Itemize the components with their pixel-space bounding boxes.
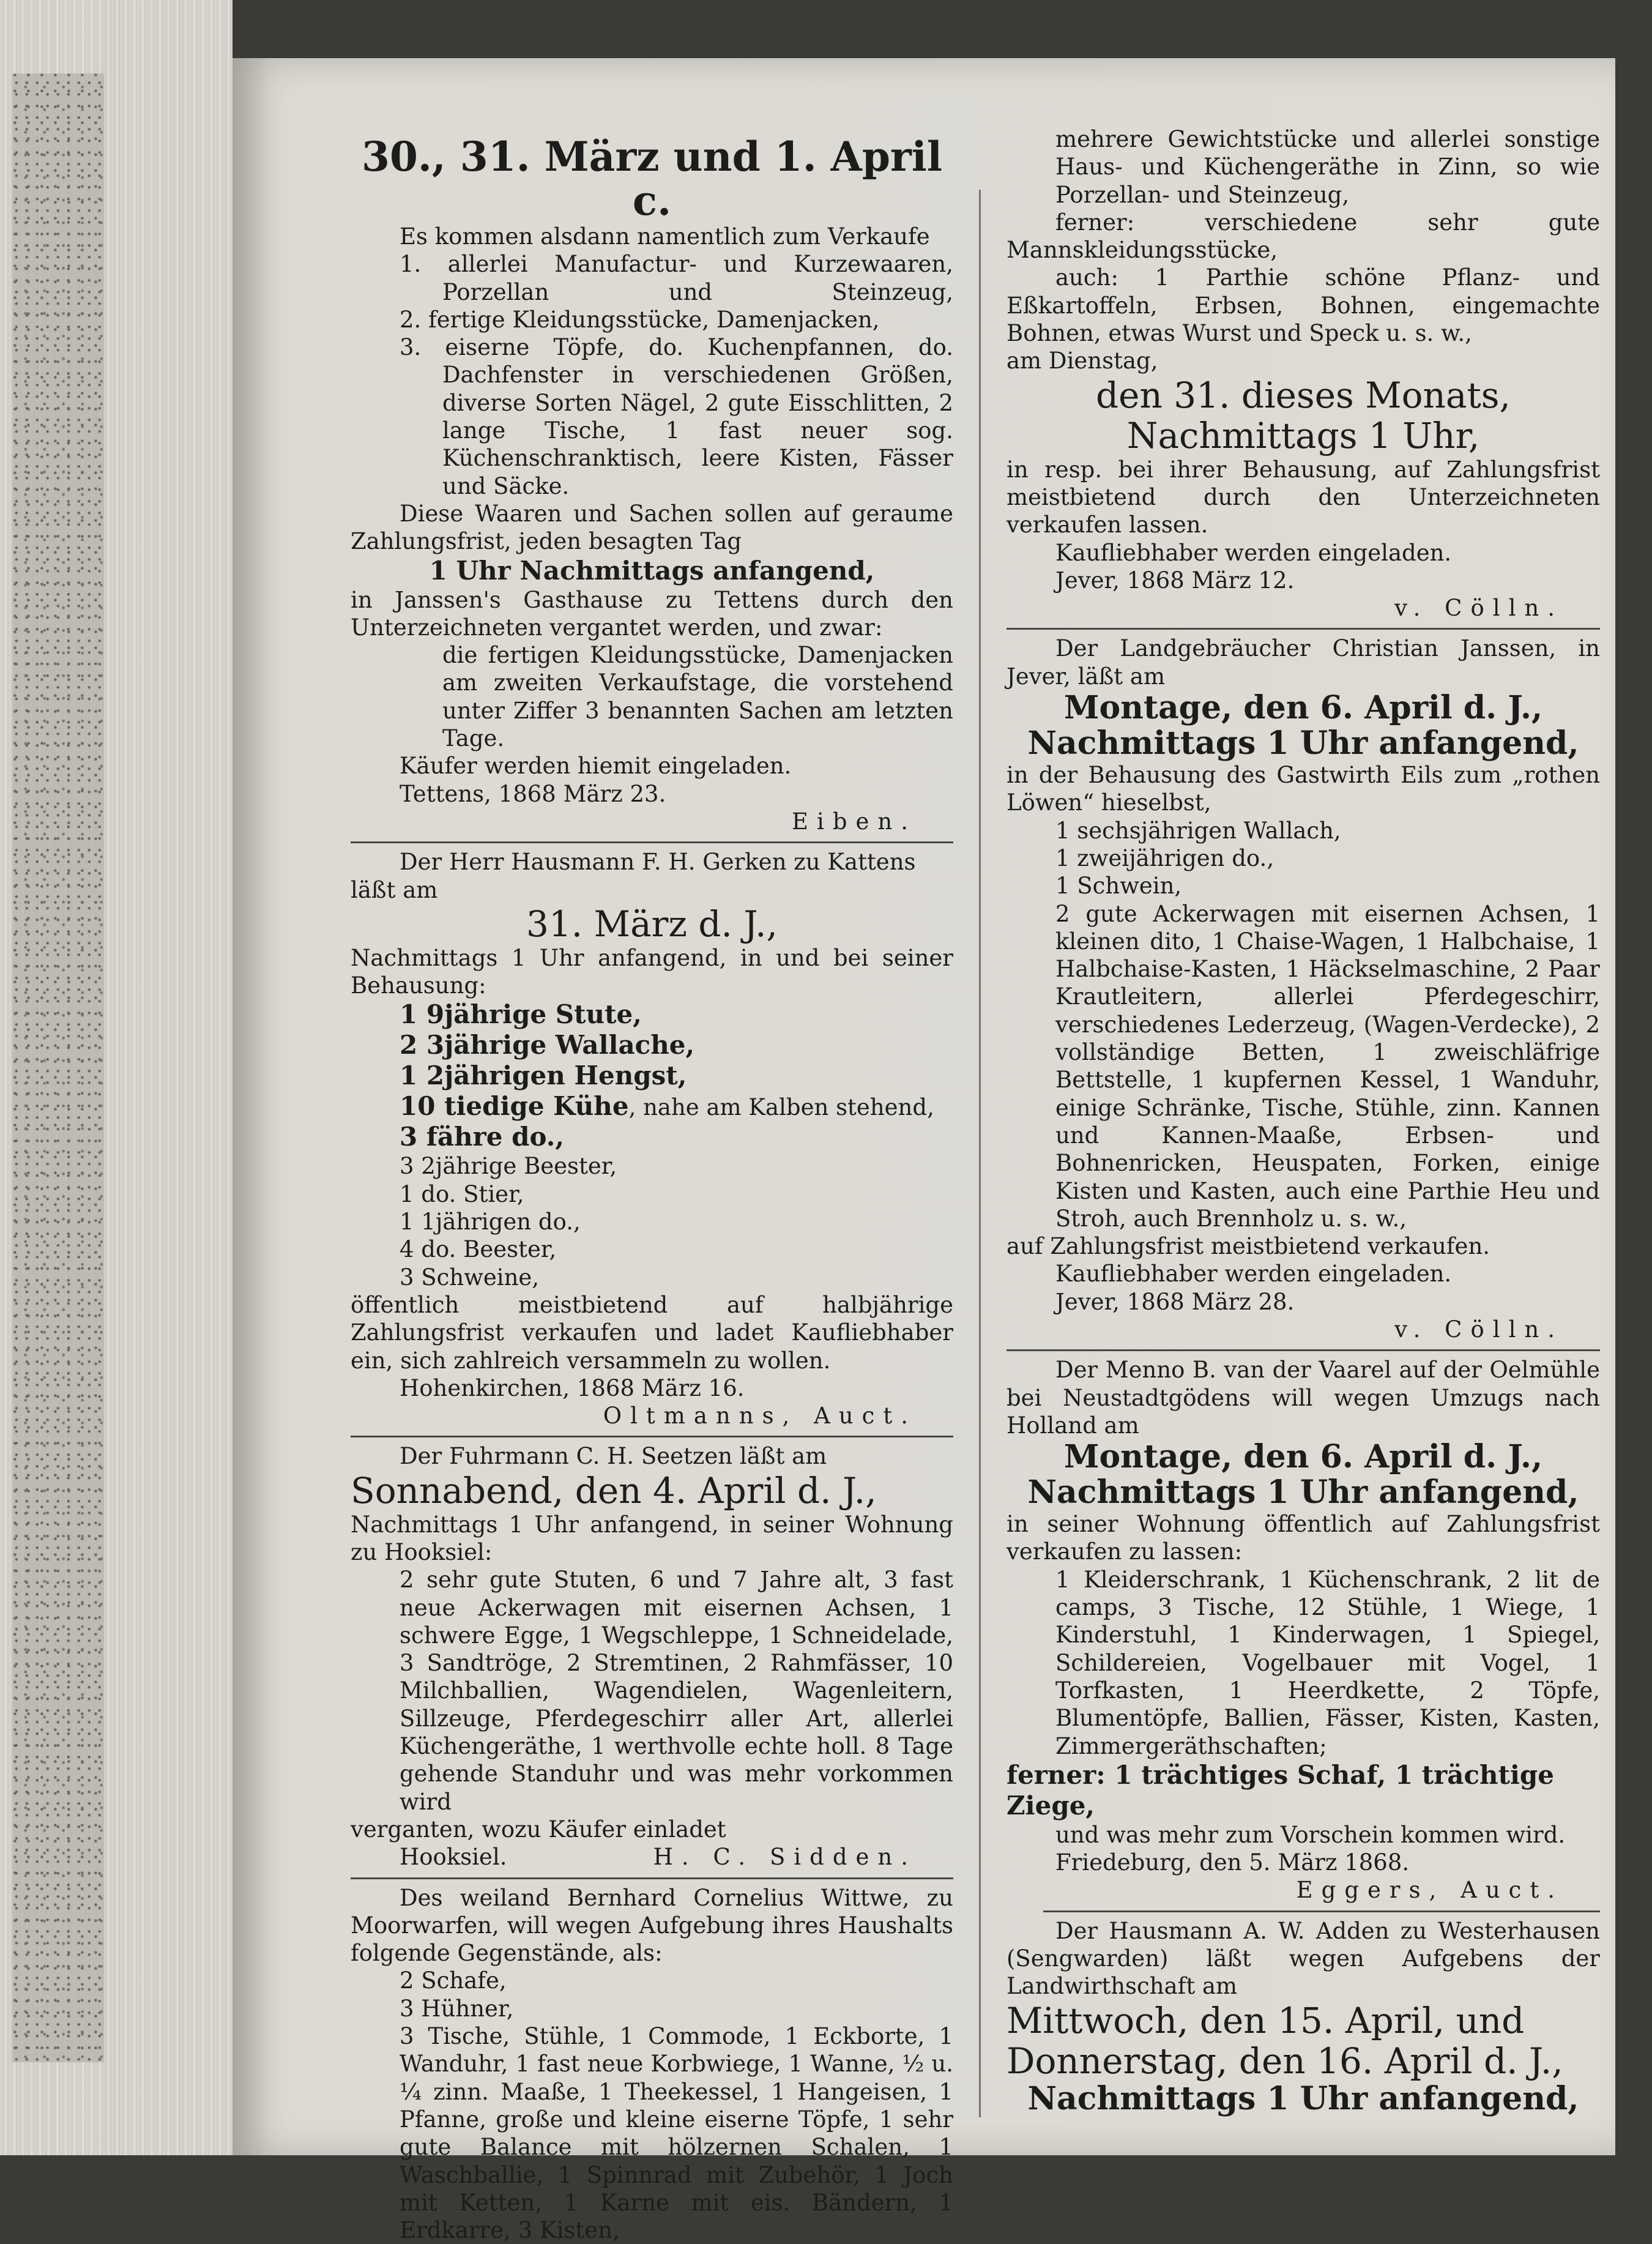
list-item: 1. allerlei Manufactur- und Kurzewaaren, Porzellan und Steinzeug,	[400, 251, 953, 305]
ad-place-date: Friedeburg, den 5. März 1868.	[1055, 1849, 1410, 1876]
list-item: 4 do. Beester,	[400, 1236, 557, 1263]
bold-item: 1 2jährigen Hengst,	[400, 1060, 687, 1091]
ad-body: in seiner Wohnung öffentlich auf Zahlungsfrist verkaufen zu lassen:	[1006, 1511, 1600, 1565]
ad-emphasis: ferner: 1 trächtiges Schaf, 1 trächtige Ziege,	[1006, 1759, 1555, 1821]
right-column	[1006, 125, 1600, 2117]
ad-body: ferner: verschiedene sehr gute Mannskleidungsstücke,	[1006, 209, 1600, 264]
ad-vaarel	[1006, 1356, 1600, 1904]
ad-intro: Es kommen alsdann namentlich zum Verkaufe	[400, 223, 930, 250]
ad-date: Mittwoch, den 15. April, und Donnerstag, den 16. April d. J.,	[1006, 1999, 1563, 2082]
ad-separator	[351, 1877, 953, 1879]
list-item: 3 2jährige Beester,	[400, 1153, 617, 1180]
ad-date: Sonnabend, den 4. April d. J.,	[351, 1469, 877, 1512]
bold-item: 1 9jährige Stute,	[400, 999, 642, 1030]
ad-date: Montage, den 6. April d. J.,	[1063, 1438, 1543, 1476]
ad-signature: Oltmanns, Auct.	[603, 1403, 917, 1430]
ad-body: auch: 1 Parthie schöne Pflanz- und Eßkartoffeln, Erbsen, Bohnen, eingemachte Bohnen, etwas Wurst und Speck u. s. w.,	[1006, 264, 1600, 347]
ad-body: mehrere Gewichtstücke und allerlei sonstige Haus- und Küchengeräthe in Zinn, so wie Porzellan- und Steinzeug,	[1055, 126, 1600, 208]
bold-item: 10 tiedige Kühe	[400, 1091, 629, 1122]
ad-intro: Der Fuhrmann C. H. Seetzen läßt am	[400, 1443, 827, 1470]
list-item: 2. fertige Kleidungsstücke, Damenjacken,	[400, 306, 880, 333]
ad-date: Nachmittags 1 Uhr anfangend,	[1027, 1474, 1579, 1512]
ad-signature: v. Cölln.	[1394, 1316, 1563, 1343]
ad-body: 1 Kleiderschrank, 1 Küchenschrank, 2 lit de camps, 3 Tische, 12 Stühle, 1 Wiege, 1 Kinderstuhl, 1 Kinderwagen, 1 Spiegel, Schildereien, Vogelbauer mit Vogel, 1 Torfkasten, 1 Heerdkette, 2 Töpfe, Blumentöpfe, Ballien, Fässer, Kisten, Kasten, Zimmergeräthschaften;	[1055, 1566, 1600, 1759]
ad-body: Nachmittags 1 Uhr anfangend, in und bei seiner Behausung:	[351, 944, 953, 999]
ad-date: den 31. dieses Monats,	[1096, 374, 1511, 416]
ad-signature: v. Cölln.	[1394, 595, 1563, 622]
ad-place-date: Jever, 1868 März 12.	[1055, 567, 1295, 594]
ad-body: Nachmittags 1 Uhr anfangend, in seiner Wohnung zu Hooksiel:	[351, 1511, 953, 1565]
ad-janssen	[1006, 635, 1600, 1343]
ad-body: Diese Waaren und Sachen sollen auf geraume Zahlungsfrist, jeden besagten Tag	[351, 500, 953, 555]
column-divider	[979, 190, 981, 2117]
ad-tettens	[351, 135, 953, 835]
list-item: 1 do. Stier,	[400, 1180, 524, 1207]
ad-signature: Eiben.	[791, 808, 917, 835]
ad-body: und was mehr zum Vorschein kommen wird.	[1055, 1821, 1566, 1848]
ad-body: die fertigen Kleidungsstücke, Damenjacken am zweiten Verkaufstage, die vorstehend unter Ziffer 3 benannten Sachen am letzten Tage.	[442, 642, 953, 752]
ad-wittwe	[351, 1884, 953, 2244]
ad-body: verganten, wozu Käufer einladet	[351, 1816, 726, 1843]
ad-body: in der Behausung des Gastwirth Eils zum „rothen Löwen“ hieselbst,	[1006, 762, 1600, 816]
speckled-page-block	[12, 73, 104, 2062]
ad-invite: Kaufliebhaber werden eingeladen.	[1055, 539, 1452, 566]
ad-emphasis: 1 Uhr Nachmittags anfangend,	[429, 555, 875, 586]
book-edge	[0, 0, 233, 2155]
ad-date: 31. März d. J.,	[526, 903, 778, 945]
list-item: 1 zweijährigen do.,	[1055, 844, 1274, 871]
ad-adden	[1006, 1917, 1600, 2117]
ad-place-date: Hohenkirchen, 1868 März 16.	[400, 1374, 745, 1401]
ad-heading: 30., 31. März und 1. April c.	[362, 133, 942, 225]
ad-separator	[351, 841, 953, 843]
ad-separator	[351, 1436, 953, 1437]
ad-separator	[1006, 1349, 1600, 1351]
ad-date: Montage, den 6. April d. J.,	[1063, 689, 1543, 727]
ad-signature: H. C. Sidden.	[653, 1844, 917, 1871]
list-item: 2 Schafe,	[400, 1967, 507, 1994]
left-column	[351, 135, 953, 2244]
list-item: 1 Schwein,	[1055, 873, 1182, 900]
bold-item: 3 fähre do.,	[400, 1122, 565, 1152]
ad-body: 2 gute Ackerwagen mit eisernen Achsen, 1 kleinen dito, 1 Chaise-Wagen, 1 Halbchaise, 1 Halbchaise-Kasten, 1 Häckselmaschine, 2 Paar Krautleitern, allerlei Pferdegeschirr, verschiedenes Lederzeug, (Wagen-Verdecke), 2 vollständige Betten, 1 zweischläfrige Bettstelle, 1 kupfernen Kessel, 1 Wanduhr, einige Schränke, Tische, Stühle, zinn. Kannen und Kannen-Maaße, Erbsen- und Bohnenricken, Heuspaten, Forken, einige Kisten und Kasten, auch eine Parthie Heu und Stroh, auch Brennholz u. s. w.,	[1055, 900, 1600, 1232]
ad-intro: Der Hausmann A. W. Adden zu Westerhausen (Sengwarden) läßt wegen Aufgebens der Landwirthschaft am	[1006, 1917, 1600, 2000]
ad-intro: läßt am	[351, 876, 438, 903]
ad-invite: Käufer werden hiemit eingeladen.	[400, 753, 792, 780]
ad-place-date: Jever, 1868 März 28.	[1055, 1288, 1295, 1315]
ad-separator	[1043, 1910, 1600, 1912]
ad-intro: Der Herr Hausmann F. H. Gerken zu Kattens	[400, 849, 916, 876]
list-item: 3 Hühner,	[400, 1995, 514, 2022]
ad-signature: Eggers, Auct.	[1296, 1877, 1563, 1904]
ad-seetzen	[351, 1442, 953, 1871]
ad-body: 3 Tische, Stühle, 1 Commode, 1 Eckborte, 1 Wanduhr, 1 fast neue Korbwiege, 1 Wanne, ½ u. ¼ zinn. Maaße, 1 Theekessel, 1 Hangeisen, 1 Pfanne, große und kleine eiserne Töpfe, 1 sehr gute Balance mit hölzernen Schalen, 1 Waschballie, 1 Spinnrad mit Zubehör, 1 Joch mit Ketten, 1 Karne mit eis. Bändern, 1 Erdkarre, 3 Kisten,	[400, 2023, 953, 2244]
list-item: 1 sechsjährigen Wallach,	[1055, 817, 1341, 844]
ad-body: Des weiland Bernhard Cornelius Wittwe, zu Moorwarfen, will wegen Aufgebung ihres Haushalts folgende Gegenstände, als:	[351, 1884, 953, 1967]
ad-intro: Der Menno B. van der Vaarel auf der Oelmühle bei Neustadtgödens will wegen Umzugs nach Holland am	[1006, 1357, 1600, 1439]
ad-body: in Janssen's Gasthause zu Tettens durch den Unterzeichneten vergantet werden, und zwar:	[351, 586, 953, 641]
ad-separator	[1006, 628, 1600, 630]
ad-date: Nachmittags 1 Uhr anfangend,	[1027, 725, 1579, 762]
bold-item: 2 3jährige Wallache,	[400, 1030, 695, 1060]
ad-body: öffentlich meistbietend auf halbjährige Zahlungsfrist verkaufen und ladet Kaufliebhaber ein, sich zahlreich versammeln zu wollen.	[351, 1291, 953, 1374]
ad-body: in resp. bei ihrer Behausung, auf Zahlungsfrist meistbietend durch den Unterzeichneten verkaufen lassen.	[1006, 456, 1600, 539]
list-item: 3. eiserne Töpfe, do. Kuchenpfannen, do. Dachfenster in verschiedenen Größen, diverse Sorten Nägel, 2 gute Eisschlitten, 2 lange Tische, 1 fast neuer sog. Küchenschranktisch, leere Kisten, Fässer und Säcke.	[400, 334, 953, 499]
ad-invite: Kaufliebhaber werden eingeladen.	[1055, 1261, 1452, 1288]
ad-place-date: Tettens, 1868 März 23.	[400, 780, 666, 807]
ad-body: auf Zahlungsfrist meistbietend verkaufen.	[1006, 1233, 1490, 1260]
ad-body: am Dienstag,	[1006, 348, 1158, 375]
ad-date: Nachmittags 1 Uhr anfangend,	[1027, 2079, 1579, 2117]
ad-gerken	[351, 848, 953, 1430]
ad-place: Hooksiel.	[400, 1844, 507, 1871]
list-item: 1 1jährigen do.,	[400, 1209, 581, 1236]
ad-intro: Der Landgebräucher Christian Janssen, in Jever, läßt am	[1006, 635, 1600, 690]
list-item: 3 Schweine,	[400, 1264, 540, 1291]
ad-wittwe-continued	[1006, 125, 1600, 622]
bold-item-tail: , nahe am Kalben stehend,	[628, 1094, 934, 1121]
ad-body: 2 sehr gute Stuten, 6 und 7 Jahre alt, 3 fast neue Ackerwagen mit eisernen Achsen, 1 schwere Egge, 1 Wegschleppe, 1 Schneidelade, 3 Sandtröge, 2 Stremtinen, 2 Rahmfässer, 10 Milchballien, Wagendielen, Wagenleitern, Sillzeuge, Pferdegeschirr aller Art, allerlei Küchengeräthe, 1 werthvolle echte holl. 8 Tage gehende Standuhr und was mehr vorkommen wird	[400, 1567, 953, 1815]
ad-date: Nachmittags 1 Uhr,	[1126, 414, 1480, 457]
